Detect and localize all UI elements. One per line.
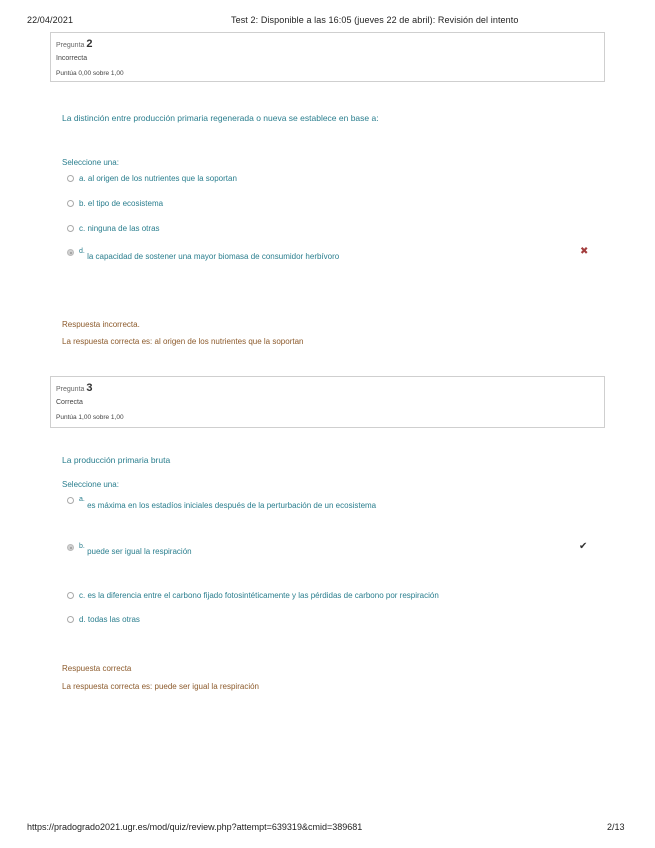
print-title: Test 2: Disponible a las 16:05 (jueves 22 de abril): Revisión del intento bbox=[231, 15, 519, 25]
radio-button[interactable] bbox=[67, 200, 74, 207]
option-letter: c. bbox=[79, 224, 86, 233]
option-letter: d. bbox=[79, 248, 85, 255]
answer-option-d[interactable] bbox=[67, 248, 339, 261]
option-text: puede ser igual la respiración bbox=[87, 547, 192, 556]
radio-button[interactable] bbox=[67, 592, 74, 599]
footer-url[interactable]: https://pradogrado2021.ugr.es/mod/quiz/review.php?attempt=639319&cmid=389681 bbox=[27, 822, 363, 832]
option-text: el tipo de ecosistema bbox=[87, 199, 164, 208]
question-text: La producción primaria bruta bbox=[62, 455, 171, 465]
option-letter: b. bbox=[79, 543, 85, 550]
option-text: es la diferencia entre el carbono fijado fotosintéticamente y las pérdidas de carbono por respiración bbox=[87, 591, 439, 600]
answer-option-a[interactable] bbox=[67, 496, 376, 510]
feedback-text: Respuesta incorrecta. bbox=[62, 320, 140, 329]
option-letter: a. bbox=[79, 496, 85, 503]
question-number-value: 3 bbox=[86, 382, 93, 394]
question-info-3 bbox=[50, 376, 605, 428]
answer-option-a[interactable] bbox=[67, 174, 237, 183]
question-number-value: 2 bbox=[86, 38, 93, 50]
correct-answer-text: La respuesta correcta es: puede ser igual la respiración bbox=[62, 682, 259, 691]
question-info-2 bbox=[50, 32, 605, 82]
question-number bbox=[56, 382, 93, 394]
answer-option-c[interactable] bbox=[67, 591, 439, 600]
cross-icon: ✖ bbox=[580, 246, 589, 257]
option-letter: c. bbox=[79, 591, 86, 600]
question-grade: Puntúa 0,00 sobre 1,00 bbox=[56, 70, 124, 77]
radio-button[interactable] bbox=[67, 616, 74, 623]
question-label: Pregunta bbox=[56, 42, 85, 49]
option-text: la capacidad de sostener una mayor biomasa de consumidor herbívoro bbox=[87, 252, 340, 261]
option-text: es máxima en los estadíos iniciales después de la perturbación de un ecosistema bbox=[87, 501, 377, 510]
check-icon: ✔ bbox=[579, 541, 588, 552]
correct-answer-text: La respuesta correcta es: al origen de los nutrientes que la soportan bbox=[62, 337, 304, 346]
option-letter: b. bbox=[79, 199, 86, 208]
feedback-text: Respuesta correcta bbox=[62, 664, 132, 673]
question-state: Correcta bbox=[56, 399, 83, 406]
select-prompt: Seleccione una: bbox=[62, 480, 119, 489]
answer-option-b[interactable] bbox=[67, 199, 163, 208]
answer-option-d[interactable] bbox=[67, 615, 140, 624]
question-number bbox=[56, 38, 93, 50]
radio-button[interactable] bbox=[67, 225, 74, 232]
option-letter: d. bbox=[79, 615, 86, 624]
option-text: todas las otras bbox=[87, 615, 140, 624]
option-text: ninguna de las otras bbox=[87, 224, 160, 233]
radio-button[interactable] bbox=[67, 175, 74, 182]
question-text: La distinción entre producción primaria regenerada o nueva se establece en base a: bbox=[62, 113, 379, 123]
option-letter: a. bbox=[79, 174, 86, 183]
radio-button[interactable] bbox=[67, 497, 74, 504]
select-prompt: Seleccione una: bbox=[62, 158, 119, 167]
radio-button-selected[interactable] bbox=[67, 544, 74, 551]
question-state: Incorrecta bbox=[56, 55, 88, 62]
radio-button-selected[interactable] bbox=[67, 249, 74, 256]
answer-option-c[interactable] bbox=[67, 224, 160, 233]
print-date: 22/04/2021 bbox=[27, 15, 74, 25]
option-text: al origen de los nutrientes que la soportan bbox=[87, 174, 237, 183]
question-label: Pregunta bbox=[56, 386, 85, 393]
answer-option-b[interactable] bbox=[67, 543, 192, 556]
question-grade: Puntúa 1,00 sobre 1,00 bbox=[56, 414, 124, 421]
page-number: 2/13 bbox=[607, 822, 625, 832]
